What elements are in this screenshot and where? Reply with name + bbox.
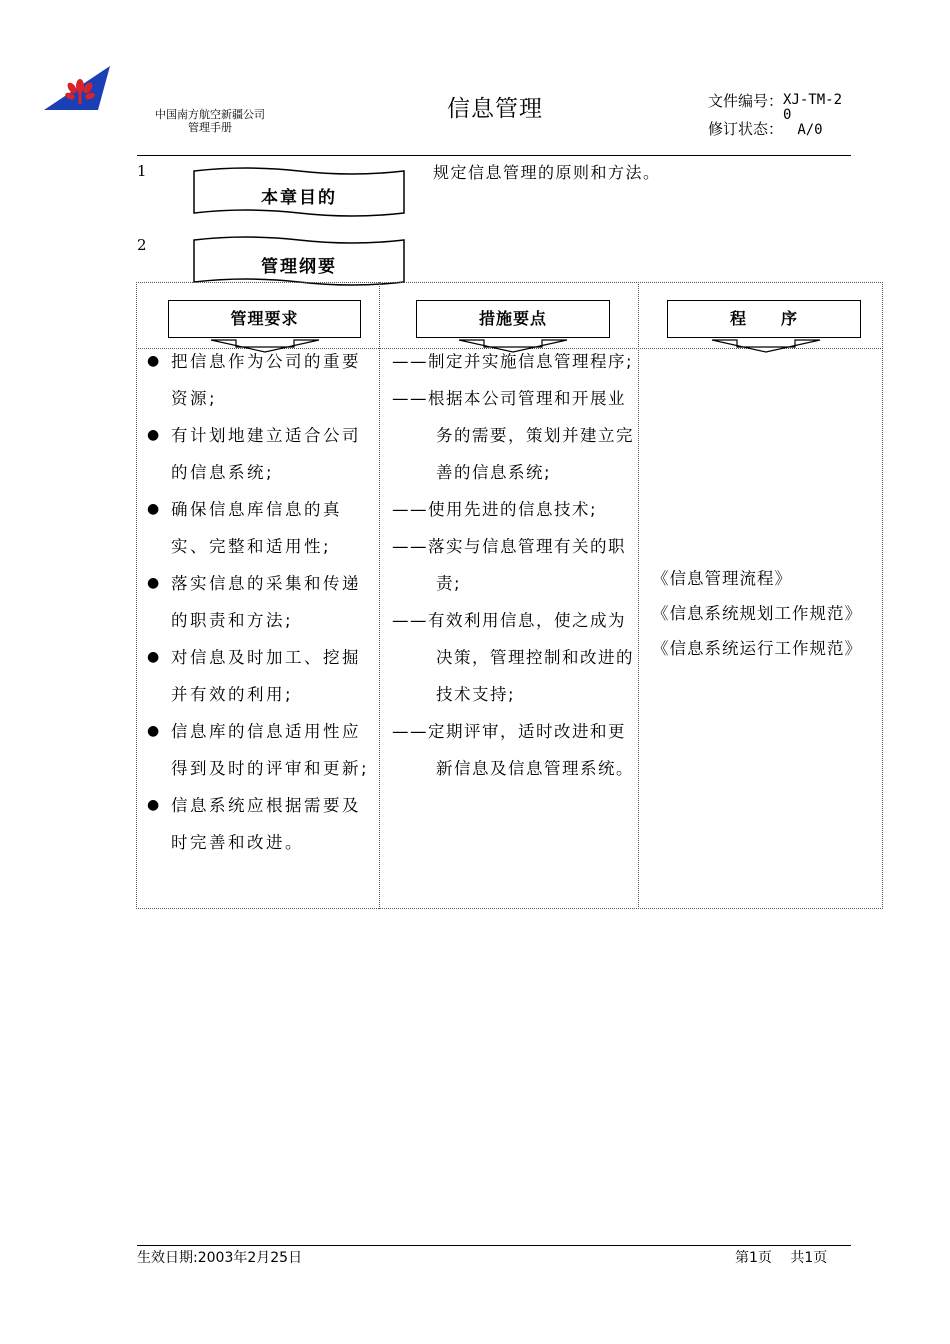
list-item: ● 信息库的信息适用性应得到及时的评审和更新;	[137, 713, 373, 787]
column-header-procedures: 程 序	[667, 300, 861, 338]
doc-number-value: XJ-TM-20	[783, 92, 843, 123]
column-divider	[379, 282, 380, 909]
procedures-list	[652, 561, 880, 666]
footer-rule	[137, 1245, 851, 1246]
list-item: ——定期评审，适时改进和更新信息及信息管理系统。	[392, 722, 634, 778]
doc-number-row	[708, 93, 845, 123]
company-logo	[40, 62, 112, 114]
bullet-icon: ●	[147, 575, 162, 591]
list-item: ● 确保信息库信息的真实、完整和适用性;	[137, 491, 373, 565]
revision-value: A/0	[797, 122, 823, 138]
bullet-icon: ●	[147, 797, 162, 813]
list-item: ● 有计划地建立适合公司的信息系统;	[137, 417, 373, 491]
list-item: ● 信息系统应根据需要及时完善和改进。	[137, 787, 373, 861]
page-title: 信息管理	[447, 96, 543, 122]
manual-name: 管理手册	[188, 121, 232, 134]
section-purpose-text: 规定信息管理的原则和方法。	[433, 163, 661, 182]
bullet-icon: ●	[147, 353, 162, 369]
list-item: ——制定并实施信息管理程序;	[392, 352, 634, 371]
list-item: ——有效利用信息，使之成为决策，管理控制和改进的技术支持;	[392, 611, 634, 704]
section-banner-label: 管理纲要	[261, 257, 337, 277]
doc-number-label: 文件编号：	[708, 92, 784, 110]
procedure-link: 《信息系统运行工作规范》	[652, 639, 862, 658]
doc-meta	[708, 93, 845, 139]
list-item: ● 落实信息的采集和传递的职责和方法;	[137, 565, 373, 639]
list-item: ● 对信息及时加工、挖掘并有效的利用;	[137, 639, 373, 713]
down-arrow-icon	[711, 339, 821, 353]
column-header-requirements: 管理要求	[168, 300, 361, 338]
company-name: 中国南方航空新疆公司	[155, 108, 265, 121]
list-item: ——根据本公司管理和开展业务的需要，策划并建立完善的信息系统;	[392, 389, 634, 482]
bullet-icon: ●	[147, 723, 162, 739]
requirements-list	[137, 343, 373, 861]
measures-list	[390, 343, 634, 787]
bullet-icon: ●	[147, 649, 162, 665]
column-divider	[638, 282, 639, 909]
section-banner-label: 本章目的	[261, 188, 337, 208]
bullet-icon: ●	[147, 501, 162, 517]
section-number: 2	[137, 236, 147, 254]
page-number: 第1页 共1页	[735, 1250, 828, 1266]
revision-row	[708, 121, 845, 139]
procedure-link: 《信息系统规划工作规范》	[652, 604, 862, 623]
list-item: ——使用先进的信息技术;	[392, 500, 598, 519]
list-item: ——落实与信息管理有关的职责;	[392, 537, 626, 593]
column-header-measures: 措施要点	[416, 300, 610, 338]
section-number: 1	[137, 162, 147, 180]
effective-date: 生效日期:2003年2月25日	[137, 1250, 303, 1266]
bullet-icon: ●	[147, 427, 162, 443]
company-block	[140, 108, 280, 134]
list-item: ● 把信息作为公司的重要资源;	[137, 343, 373, 417]
revision-label: 修订状态：	[708, 120, 784, 138]
header-rule	[137, 155, 851, 156]
procedure-link: 《信息管理流程》	[652, 569, 792, 588]
